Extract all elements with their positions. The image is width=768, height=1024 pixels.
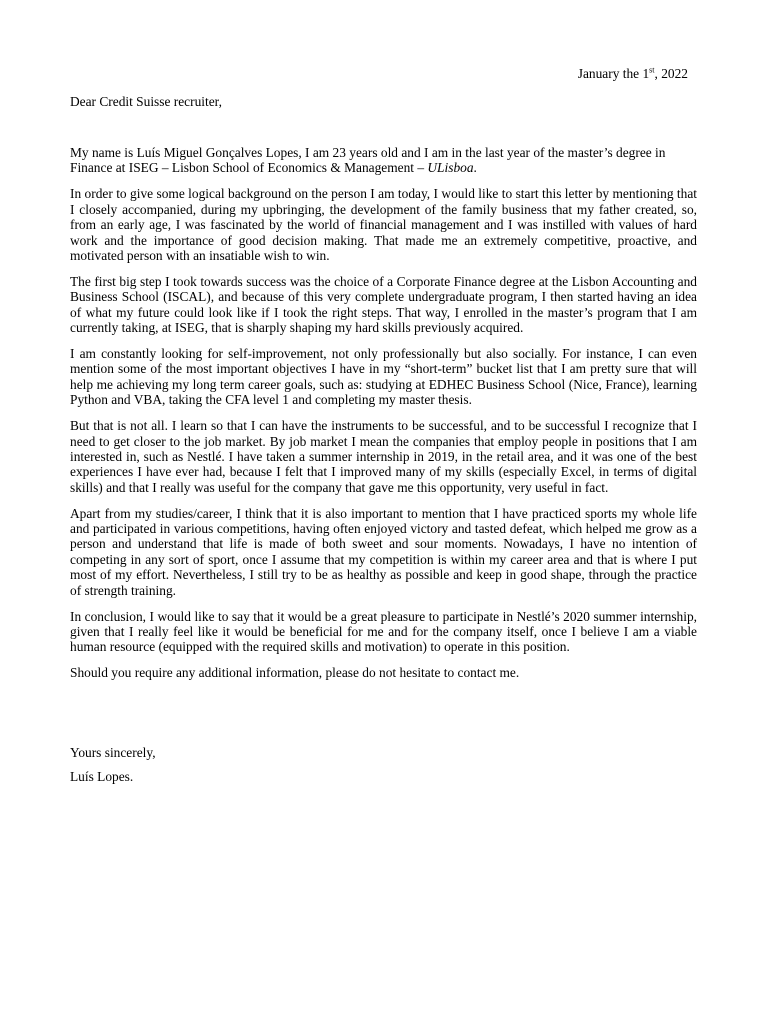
paragraph-background: In order to give some logical background on the person I am today, I would like to start this letter by mentioning that I closely accompanied, during my upbringing, the development of the family business that my father created, so, from an early age, I was fascinated by the world of financial management and I was instilled with values of hard work and the importance of good decision making. That made me an extremely competitive, proactive, and motivated person with an insatiable wish to win. [70,186,697,263]
signature: Luís Lopes. [70,769,134,784]
paragraph-education: The first big step I took towards success was the choice of a Corporate Finance degree at the Lisbon Accounting and Business School (ISCAL), and because of this very complete undergraduate program, I then started having an idea of what my future could look like if I took the right steps. That way, I enrolled in the master’s program that I am currently taking, at ISEG, that is sharply shaping my hard skills previously acquired. [70,273,697,336]
intro-italic-university: ULisboa [427,160,474,176]
letter-body [70,145,697,691]
intro-paragraph [70,145,697,176]
paragraph-job-market: But that is not all. I learn so that I can have the instruments to be successful, and to be successful I recognize that I need to get closer to the job market. By job market I mean the companies that employ people in positions that I am interested in, such as Nestlé. I have taken a summer internship in 2019, in the retail area, and it was one of the best experiences I have ever had, because I felt that I improved many of my skills (especially Excel, in terms of digital skills) and that I really was useful for the company that gave me this opportunity, very useful in fact. [70,418,697,495]
date-prefix: January the 1 [577,66,650,81]
paragraph-conclusion: In conclusion, I would like to say that it would be a great pleasure to participate in Nestlé’s 2020 summer internship, given that I really feel like it would be beneficial for me and for the company itself, once I believe I am a viable human resource (equipped with the required skills and motivation) to operate in this position. [70,608,697,655]
paragraph-sports: Apart from my studies/career, I think that it is also important to mention that I have practiced sports my whole life and participated in various competitions, having often enjoyed victory and tasted defeat, which helped me grow as a person and understand that life is made of both sweet and sour moments. Nowadays, I have no intention of competing in any sort of sport, once I assume that my competition is within my career area and that is where I put most of my effort. Nevertheless, I still try to be as healthy as possible and keep in good shape, through the practice of strength training. [70,505,697,598]
salutation: Dear Credit Suisse recruiter, [70,94,222,109]
date-rest: , 2022 [654,66,688,81]
intro-end: . [473,160,477,176]
intro-text: My name is Luís Miguel Gonçalves Lopes, I am 23 years old and I am in the last year of the master’s degree in Finance at ISEG – Lisbon School of Economics & Management – [70,145,666,176]
date-ordinal-suffix: st [649,65,655,75]
letter-date [578,66,688,81]
closing: Yours sincerely, [70,745,156,760]
paragraph-self-improvement: I am constantly looking for self-improvement, not only professionally but also socially. For instance, I can even mention some of the most important objectives I have in my “short-term” bucket list that I am pretty sure that will help me achieving my long term career goals, such as: studying at EDHEC Business School (Nice, France), learning Python and VBA, taking the CFA level 1 and completing my master thesis. [70,345,697,408]
paragraph-contact: Should you require any additional information, please do not hesitate to contact me. [70,665,520,681]
